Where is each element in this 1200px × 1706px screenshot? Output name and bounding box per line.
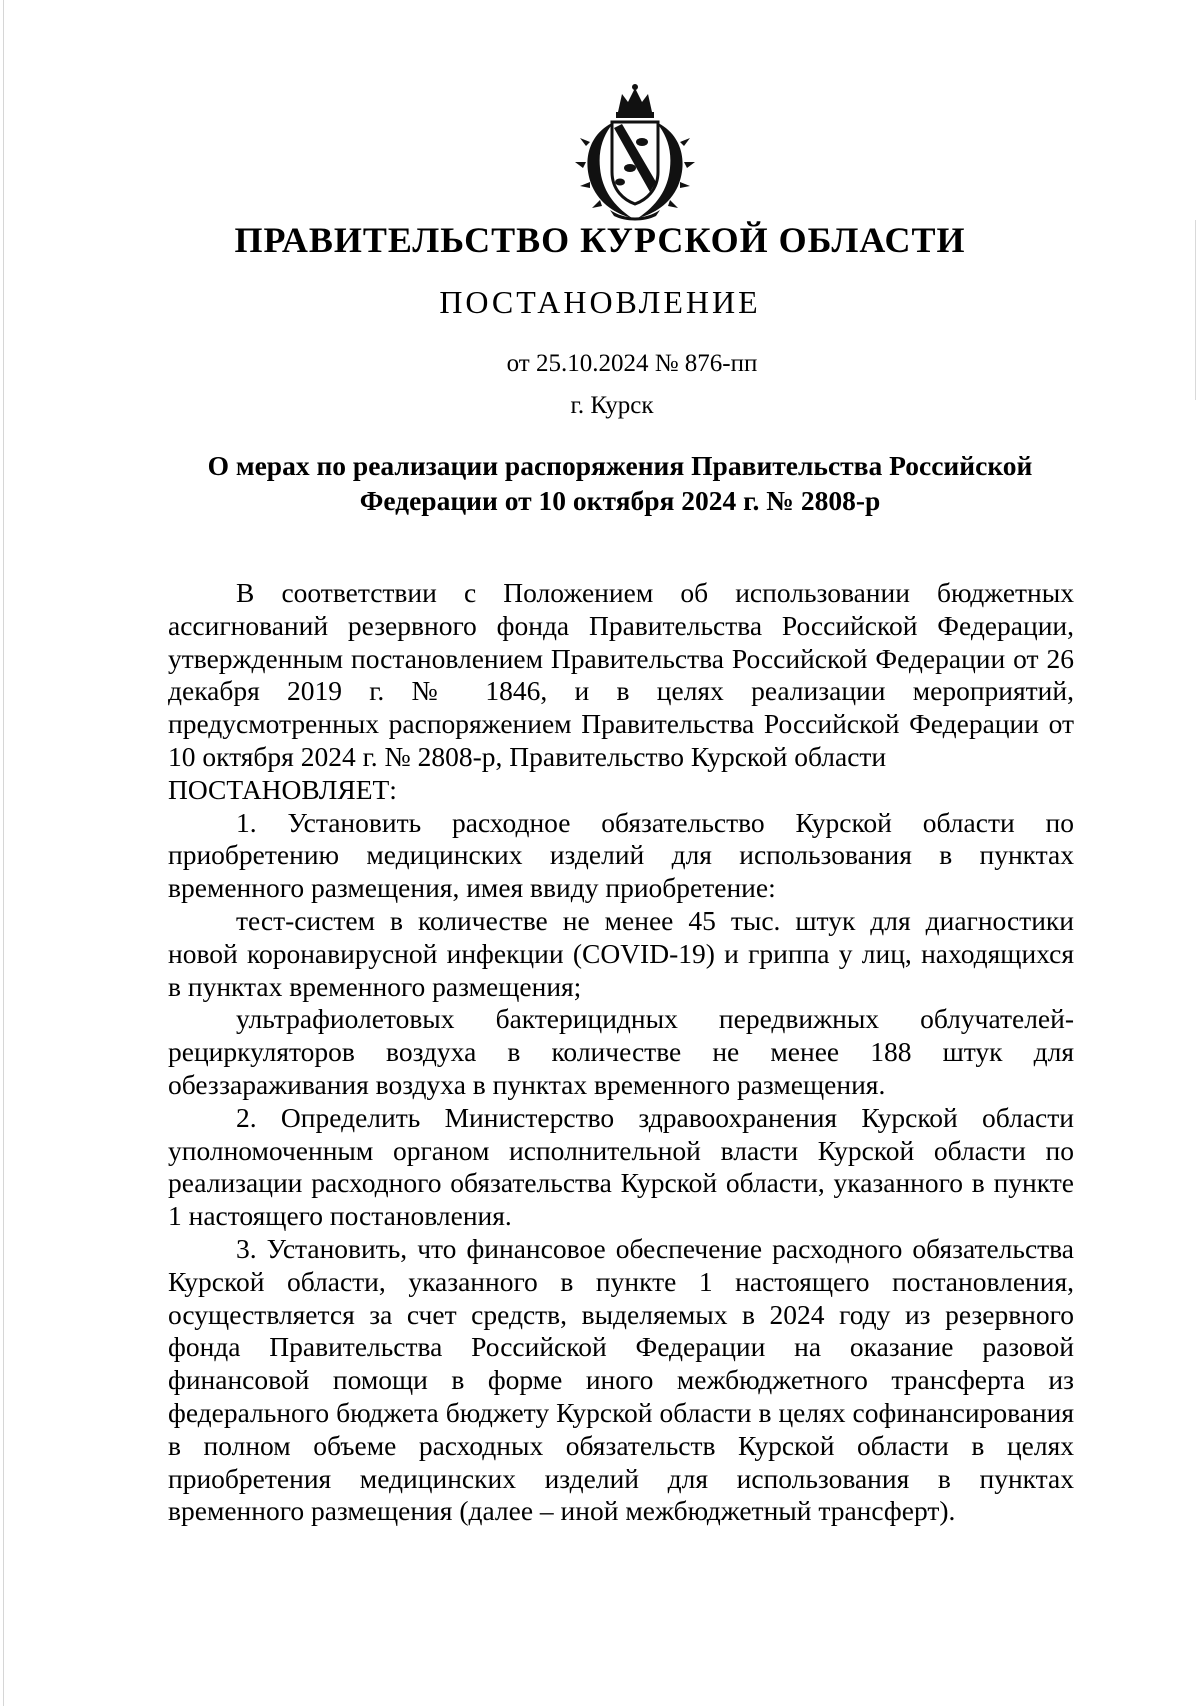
item-1-paragraph: 1. Установить расходное обязательство Курской области по приобретению медицинских изделий для использования в пунктах временного размещения, имея ввиду приобретение:: [168, 806, 1074, 904]
decree-word: ПОСТАНОВЛЯЕТ:: [168, 773, 397, 805]
document-subject: [180, 448, 1060, 518]
government-title: ПРАВИТЕЛЬСТВО КУРСКОЙ ОБЛАСТИ: [234, 220, 966, 260]
item-1a-paragraph: тест-систем в количестве не менее 45 тыс. штук для диагностики новой коронавирусной инфекции (COVID-19) и гриппа у лиц, находящихся в пунктах временного размещения;: [168, 904, 1074, 1002]
subject-line: О мерах по реализации распоряжения Правительства Российской: [207, 450, 1033, 481]
document-date-number: от 25.10.2024 № 876-пп: [506, 350, 758, 377]
subject-line: Федерации от 10 октября 2024 г. № 2808-р: [359, 485, 881, 516]
item-3-paragraph: 3. Установить, что финансовое обеспечение расходного обязательства Курской области, указанного в пункте 1 настоящего постановления, осуществляется за счет средств, выделяемых в 2024 году из резервного фонда Правительства Российской Федерации на оказание разовой финансовой помощи в форме иного межбюджетного трансферта из федерального бюджета бюджету Курской области в целях софинансирования в полном объеме расходных обязательств Курской области в целях приобретения медицинских изделий для использования в пунктах временного размещения (далее – иной межбюджетный трансферт).: [168, 1232, 1074, 1527]
document-type: ПОСТАНОВЛЕНИЕ: [439, 284, 761, 320]
preamble-paragraph: В соответствии с Положением об использовании бюджетных ассигнований резервного фонда Правительства Российской Федерации, утвержденным постановлением Правительства Российской Федерации от 26 декабря 2019 г. № 1846, и в целях реализации мероприятий, предусмотренных распоряжением Правительства Российской Федерации от 10 октября 2024 г. № 2808-р, Правительство Курской области: [168, 577, 1074, 772]
document-body: [168, 577, 1074, 1528]
item-2-paragraph: 2. Определить Министерство здравоохранения Курской области уполномоченным органом исполнительной власти Курской области по реализации расходного обязательства Курской области, указанного в пункте 1 настоящего постановления.: [168, 1101, 1074, 1232]
document-city: г. Курск: [570, 392, 654, 419]
kursk-coat-of-arms-icon: [570, 82, 700, 222]
item-1b-paragraph: ультрафиолетовых бактерицидных передвижных облучателей-рециркуляторов воздуха в количестве не менее 188 штук для обеззараживания воздуха в пунктах временного размещения.: [168, 1003, 1074, 1100]
